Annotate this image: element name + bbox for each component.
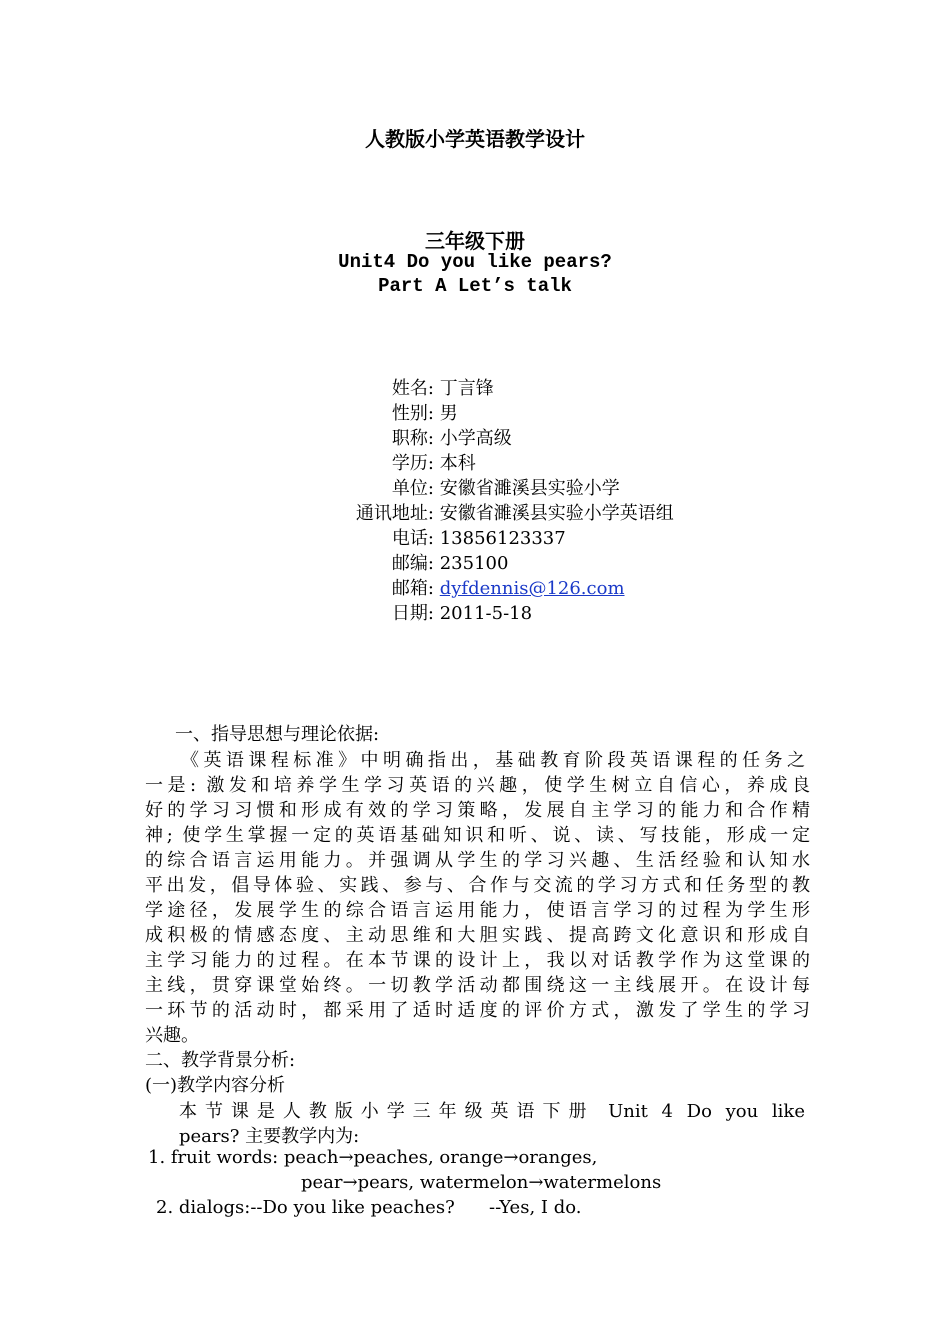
info-value: 小学高级 — [439, 428, 512, 449]
info-value: 2011-5-18 — [439, 603, 533, 624]
info-value: 235100 — [439, 553, 509, 574]
info-value: 安徽省濉溪县实验小学 — [439, 478, 620, 499]
grade-title: 三年级下册 — [425, 229, 525, 253]
info-row-address — [320, 499, 820, 524]
info-row-gender — [320, 399, 820, 424]
info-row-postcode — [320, 549, 820, 574]
info-value: 安徽省濉溪县实验小学英语组 — [439, 503, 674, 524]
info-label: 邮编: — [391, 553, 434, 574]
info-value: 本科 — [439, 453, 476, 474]
info-label: 姓名: — [391, 378, 434, 399]
info-label: 日期: — [391, 603, 434, 624]
paragraph-line: 学途径，发展学生的综合语言运用能力，使语言学习的过程为学生形 — [145, 900, 810, 921]
info-row-title — [320, 424, 820, 449]
list-item-fruit-words-cont: pear→pears, watermelon→watermelons — [301, 1172, 662, 1193]
info-row-email — [320, 574, 820, 599]
paragraph-line: 平出发，倡导体验、实践、参与、合作与交流的学习方式和任务型的教 — [145, 875, 810, 896]
unit-title: Unit4 Do you like pears? — [338, 251, 612, 273]
info-label: 职称: — [391, 428, 434, 449]
info-row-phone — [320, 524, 820, 549]
intro-line: 本节课是人教版小学三年级英语下册 Unit 4 Do you like — [179, 1101, 805, 1122]
info-row-education — [320, 449, 820, 474]
sub-heading: (一)教学内容分析 — [145, 1075, 286, 1096]
part-title: Part A Let’s talk — [378, 275, 572, 297]
paragraph-line: 兴趣。 — [145, 1025, 199, 1046]
paragraph-line: 主学习能力的过程。在本节课的设计上，我以对话教学作为这堂课的 — [145, 950, 810, 971]
info-label: 单位: — [391, 478, 434, 499]
info-label: 性别: — [391, 403, 434, 424]
info-label: 学历: — [391, 453, 434, 474]
paragraph-line: 成积极的情感态度、主动思维和大胆实践、提高跨文化意识和形成自 — [145, 925, 810, 946]
main-title: 人教版小学英语教学设计 — [365, 127, 585, 151]
paragraph-line: 主线，贯穿课堂始终。一切教学活动都围绕这一主线展开。在设计每 — [145, 975, 810, 996]
info-label: 通讯地址: — [355, 503, 434, 524]
list-item-fruit-words: 1. fruit words: peach→peaches, orange→oranges, — [148, 1147, 598, 1168]
info-value: 男 — [439, 403, 458, 424]
email-link[interactable]: dyfdennis@126.com — [439, 578, 625, 599]
paragraph-line: 一是: 激发和培养学生学习英语的兴趣，使学生树立自信心，养成良 — [145, 775, 810, 796]
info-label: 电话: — [391, 528, 434, 549]
list-item-dialogs: 2. dialogs:--Do you like peaches? --Yes, I do. — [156, 1197, 582, 1218]
section-heading: 二、教学背景分析: — [145, 1050, 296, 1071]
paragraph-line: 一环节的活动时，都采用了适时适度的评价方式，激发了学生的学习 — [145, 1000, 810, 1021]
info-value: 13856123337 — [439, 528, 566, 549]
paragraph-line: 的综合语言运用能力。并强调从学生的学习兴趣、生活经验和认知水 — [145, 850, 810, 871]
section-heading: 一、指导思想与理论依据: — [175, 724, 380, 745]
paragraph-line: 好的学习习惯和形成有效的学习策略，发展自主学习的能力和合作精 — [145, 800, 810, 821]
info-value: 丁言锋 — [439, 378, 494, 399]
intro-line: pears? 主要教学内为: — [179, 1126, 360, 1147]
info-row-date — [320, 599, 820, 624]
paragraph-line: 《英语课程标准》中明确指出，基础教育阶段英语课程的任务之 — [181, 750, 805, 771]
info-row-name — [320, 374, 820, 399]
info-label: 邮箱: — [391, 578, 434, 599]
paragraph-line: 神; 使学生掌握一定的英语基础知识和听、说、读、写技能，形成一定 — [145, 825, 810, 846]
info-row-unit — [320, 474, 820, 499]
